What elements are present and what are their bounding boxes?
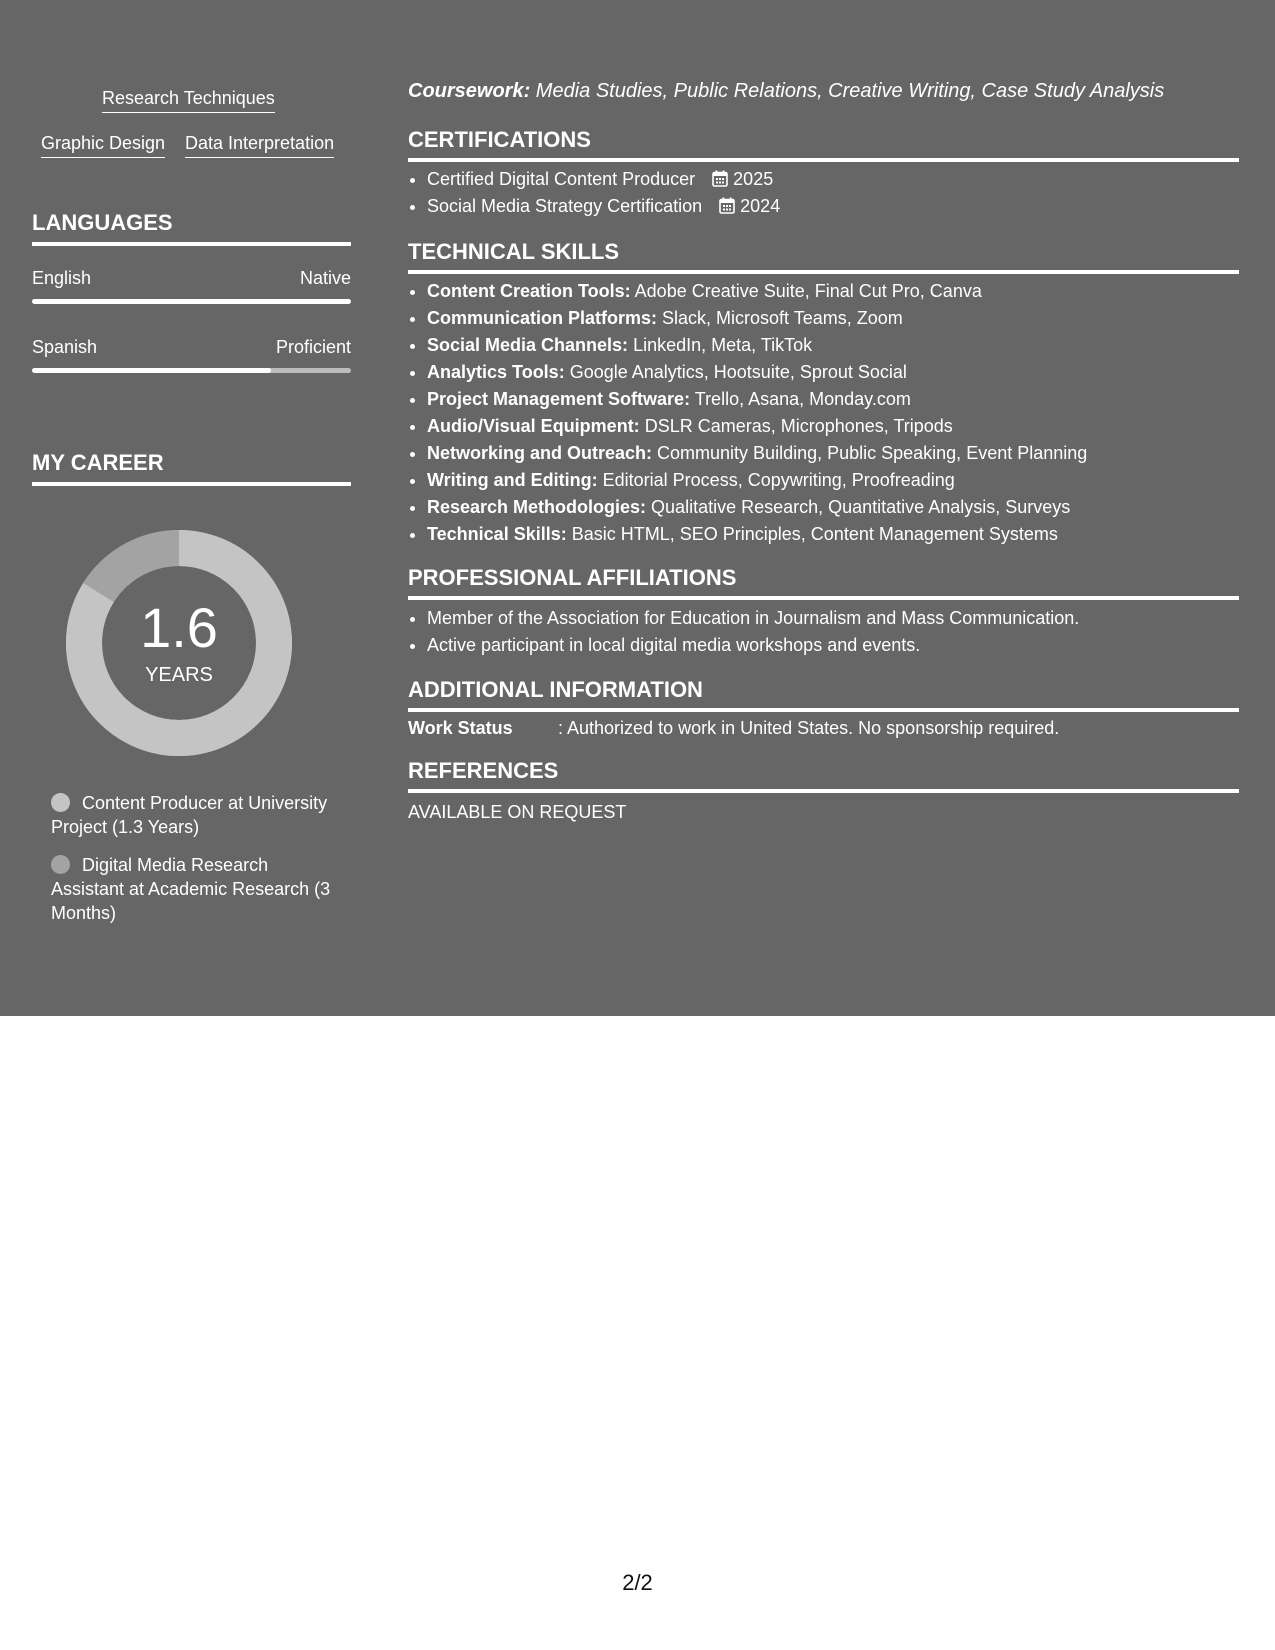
language-level: Proficient [275, 337, 351, 357]
skill-label: Social Media Channels: [427, 335, 629, 355]
affiliations-list [408, 605, 1258, 659]
career-total-unit: YEARS [145, 664, 213, 686]
skill-value: Qualitative Research, Quantitative Analysis, Surveys [646, 497, 1071, 517]
skill-value: Editorial Process, Copywriting, Proofreading [597, 470, 955, 490]
certification-item [427, 166, 1258, 193]
affiliation-item: • Active participant in local digital media workshops and events. [427, 632, 1258, 659]
calendar-icon [712, 170, 728, 187]
additional-info-heading: ADDITIONAL INFORMATION [408, 677, 1239, 712]
certifications-list [408, 166, 1258, 220]
career-legend-label: Content Producer at University Project (1.3 Years) [51, 793, 328, 837]
calendar-icon [719, 197, 735, 214]
language-proficiency-fill [32, 299, 351, 304]
skill-item [427, 332, 1258, 359]
skill-label: Communication Platforms: [427, 308, 658, 328]
career-legend-item [51, 853, 341, 925]
legend-dot-icon [51, 793, 70, 812]
skill-tag: Data Interpretation [185, 133, 334, 158]
career-legend-item [51, 791, 341, 839]
references-heading: REFERENCES [408, 758, 1239, 793]
work-status-label: Work Status [408, 718, 513, 738]
language-proficiency-fill [32, 368, 271, 373]
skill-value: Slack, Microsoft Teams, Zoom [657, 308, 903, 328]
technical-skills-list [408, 278, 1258, 548]
skill-item [427, 386, 1258, 413]
skill-item [427, 440, 1258, 467]
skill-label: Content Creation Tools: [427, 281, 631, 301]
skill-label: Writing and Editing: [427, 470, 598, 490]
certification-year: 2024 [740, 196, 781, 216]
skill-label: Networking and Outreach: [427, 443, 653, 463]
legend-dot-icon [51, 855, 70, 874]
language-proficiency-bar [32, 299, 351, 304]
language-name: Spanish [32, 337, 98, 357]
skill-value: LinkedIn, Meta, TikTok [628, 335, 813, 355]
skill-value: Trello, Asana, Monday.com [690, 389, 911, 409]
skill-value: Google Analytics, Hootsuite, Sprout Social [564, 362, 907, 382]
certification-name: Certified Digital Content Producer [427, 169, 696, 189]
skill-label: Project Management Software: [427, 389, 691, 409]
skill-item [427, 494, 1258, 521]
technical-skills-heading: TECHNICAL SKILLS [408, 239, 1239, 274]
work-status-value: : Authorized to work in United States. No sponsorship required. [558, 718, 1060, 738]
skill-label: Analytics Tools: [427, 362, 565, 382]
coursework-label: Coursework: [408, 80, 531, 102]
language-level: Native [299, 268, 351, 288]
languages-heading: LANGUAGES [32, 210, 351, 246]
affiliation-item: • Member of the Association for Education in Journalism and Mass Communication. [427, 605, 1258, 632]
skill-item [427, 305, 1258, 332]
skill-item [427, 413, 1258, 440]
language-row-spanish [32, 337, 351, 358]
language-name: English [32, 268, 92, 288]
skill-item [427, 359, 1258, 386]
language-row-english [32, 268, 351, 289]
skill-value: Basic HTML, SEO Principles, Content Management Systems [566, 524, 1058, 544]
skill-tag: Research Techniques [102, 88, 275, 113]
coursework-line [408, 80, 1164, 103]
work-status-row [408, 718, 1059, 739]
career-total-value: 1.6 [140, 596, 218, 659]
page-number: 2/2 [622, 1570, 653, 1595]
certification-item [427, 193, 1258, 220]
skill-label: Technical Skills: [427, 524, 567, 544]
skill-item [427, 467, 1258, 494]
coursework-text: Media Studies, Public Relations, Creative Writing, Case Study Analysis [530, 80, 1165, 102]
skill-tag: Graphic Design [41, 133, 165, 158]
skill-label: Research Methodologies: [427, 497, 647, 517]
certification-name: Social Media Strategy Certification [427, 196, 703, 216]
references-text: AVAILABLE ON REQUEST [408, 802, 627, 822]
skill-value: DSLR Cameras, Microphones, Tripods [639, 416, 953, 436]
skill-label: Audio/Visual Equipment: [427, 416, 640, 436]
skill-item [427, 521, 1258, 548]
skill-item [427, 278, 1258, 305]
language-proficiency-bar [32, 368, 351, 373]
affiliations-heading: PROFESSIONAL AFFILIATIONS [408, 565, 1239, 600]
career-legend-label: Digital Media Research Assistant at Academic Research (3 Months) [51, 855, 331, 923]
skill-value: Adobe Creative Suite, Final Cut Pro, Canva [630, 281, 982, 301]
certification-year: 2025 [733, 169, 774, 189]
certifications-heading: CERTIFICATIONS [408, 127, 1239, 162]
skill-value: Community Building, Public Speaking, Event Planning [652, 443, 1088, 463]
career-heading: MY CAREER [32, 450, 351, 486]
